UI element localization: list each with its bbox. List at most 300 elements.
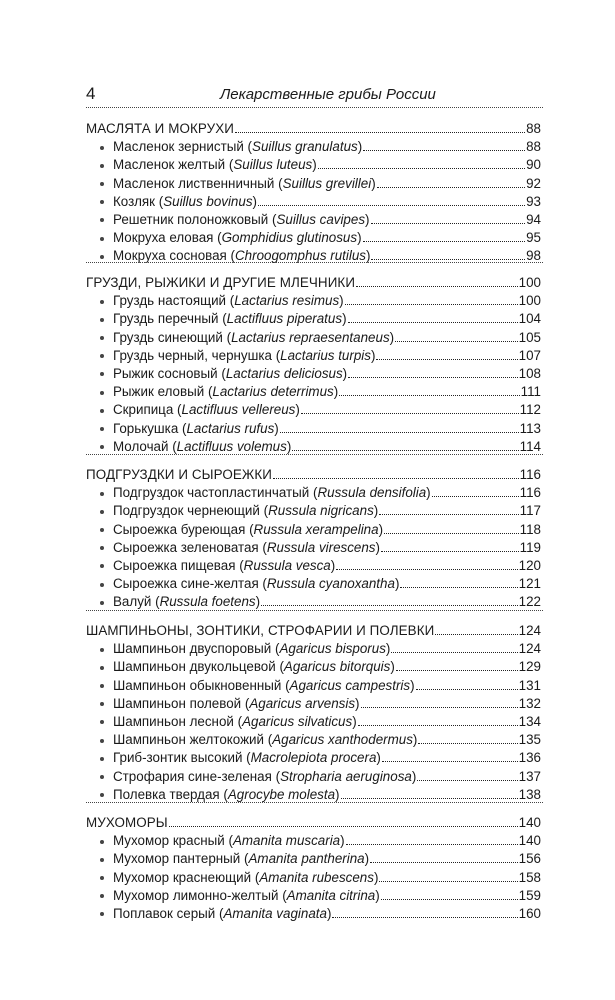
entry-page: 135 [518, 732, 541, 748]
entry-page: 131 [518, 677, 541, 693]
entry-page: 112 [519, 402, 541, 418]
entry-name: Строфария сине-зеленая [113, 768, 272, 784]
entry-name: Шампиньон обыкновенный [113, 677, 282, 693]
entry-close-paren: ) [326, 905, 332, 921]
entry-latin-name: Lactifluus volemus [176, 438, 287, 454]
entry-open-paren: ( [215, 905, 224, 921]
entry-page: 113 [519, 420, 541, 436]
toc-section [86, 814, 541, 923]
entry-close-paren: ) [389, 329, 395, 345]
toc-entry[interactable] [86, 731, 541, 749]
toc-entry[interactable] [86, 292, 541, 310]
entry-page: 100 [518, 293, 541, 309]
entry-open-paren: ( [155, 193, 164, 209]
entry-page: 93 [526, 193, 541, 209]
section-title: ГРУЗДИ, РЫЖИКИ И ДРУГИЕ МЛЕЧНИКИ [86, 275, 356, 290]
entry-close-paren: ) [366, 248, 371, 264]
entry-open-paren: ( [168, 438, 177, 454]
entry-page: 158 [518, 869, 541, 885]
entry-page: 129 [518, 659, 541, 675]
dot-leader [435, 634, 517, 635]
entry-page: 159 [518, 887, 541, 903]
toc-entry[interactable] [86, 593, 541, 611]
entry-page: 117 [519, 503, 541, 519]
entry-open-paren: ( [268, 211, 277, 227]
toc-entry[interactable] [86, 484, 541, 502]
toc-entry[interactable] [86, 310, 541, 328]
section-title: ШАМПИНЬОНЫ, ЗОНТИКИ, СТРОФАРИИ И ПОЛЕВКИ [86, 623, 435, 638]
dot-leader [384, 533, 519, 534]
entry-page: 95 [526, 230, 541, 246]
entry-open-paren: ( [233, 713, 243, 729]
dot-leader [370, 862, 518, 863]
entry-open-paren: ( [251, 869, 260, 885]
section-title: ПОДГРУЗДКИ И СЫРОЕЖКИ [86, 467, 272, 482]
toc-entry[interactable] [86, 420, 541, 438]
bullet-icon [100, 391, 104, 395]
toc-section-heading[interactable] [86, 466, 541, 484]
entry-open-paren: ( [235, 557, 244, 573]
dot-leader [382, 761, 518, 762]
entry-open-paren: ( [271, 641, 280, 657]
toc-entry[interactable] [86, 329, 541, 347]
entry-name: Мокруха сосновая [113, 248, 227, 264]
dot-leader [400, 587, 517, 588]
dot-leader [363, 150, 525, 151]
toc-entry[interactable] [86, 905, 541, 923]
bullet-icon [100, 775, 104, 779]
entry-open-paren: ( [281, 677, 290, 693]
bullet-icon [100, 793, 104, 797]
bullet-icon [100, 757, 104, 761]
dot-leader [301, 413, 519, 414]
entry-open-paren: ( [242, 750, 251, 766]
entry-page: 138 [518, 786, 541, 802]
entry-latin-name: Suillus cavipes [276, 211, 366, 227]
entry-open-paren: ( [258, 576, 267, 592]
entry-latin-name: Lactarius deliciosus [225, 365, 343, 381]
entry-latin-name: Russula vesca [243, 557, 331, 573]
toc-entry[interactable] [86, 640, 541, 658]
entry-latin-name: Suillus granulatus [252, 139, 358, 155]
dot-leader [379, 514, 518, 515]
section-page: 88 [526, 121, 541, 136]
entry-open-paren: ( [274, 175, 283, 191]
bullet-icon [100, 409, 104, 413]
toc-section-heading[interactable] [86, 274, 541, 292]
entry-name: Сыроежка буреющая [113, 521, 246, 537]
entry-latin-name: Chroogomphus rutilus [235, 248, 366, 264]
entry-open-paren: ( [240, 851, 249, 867]
section-title: МУХОМОРЫ [86, 815, 168, 830]
entry-close-paren: ) [274, 420, 279, 436]
dot-leader [376, 359, 517, 360]
entry-close-paren: ) [252, 193, 257, 209]
dot-leader [235, 132, 525, 133]
entry-close-paren: ) [286, 438, 292, 454]
toc-section [86, 120, 541, 266]
toc-entry[interactable] [86, 658, 541, 676]
entry-close-paren: ) [373, 503, 379, 519]
toc-entry[interactable] [86, 502, 541, 520]
entry-open-paren: ( [264, 732, 273, 748]
entry-open-paren: ( [271, 768, 281, 784]
entry-close-paren: ) [378, 521, 384, 537]
entry-name: Шампиньон желтокожий [113, 732, 265, 748]
entry-open-paren: ( [278, 887, 287, 903]
dot-leader [339, 395, 519, 396]
entry-latin-name: Agaricus bitorquis [283, 659, 391, 675]
entry-open-paren: ( [151, 594, 160, 610]
entry-page: 88 [526, 139, 541, 155]
entry-open-paren: ( [213, 230, 222, 246]
dot-leader [391, 652, 517, 653]
section-page: 140 [518, 815, 541, 830]
dot-leader [371, 259, 525, 260]
entry-close-paren: ) [375, 887, 380, 903]
entry-name: Скрипица [113, 402, 174, 418]
entry-name: Шампиньон двукольцевой [113, 659, 276, 675]
entry-latin-name: Lactifluus vellereus [181, 402, 296, 418]
entry-name: Подгруздок частопластинчатый [113, 485, 310, 501]
entry-close-paren: ) [330, 557, 336, 573]
entry-close-paren: ) [342, 365, 348, 381]
bullet-icon [100, 164, 104, 168]
running-title: Лекарственные грибы России [220, 86, 436, 103]
section-title: МАСЛЯТА И МОКРУХИ [86, 121, 234, 136]
entry-page: 90 [526, 157, 541, 173]
toc-entry[interactable] [86, 383, 541, 401]
dot-leader [381, 551, 519, 552]
bullet-icon [100, 739, 104, 743]
entry-page: 121 [518, 576, 541, 592]
entry-page: 156 [518, 851, 541, 867]
toc-entry[interactable] [86, 713, 541, 731]
entry-open-paren: ( [259, 503, 269, 519]
toc-section [86, 466, 541, 612]
entry-latin-name: Lactarius deterrimus [212, 384, 334, 400]
dot-leader [348, 322, 518, 323]
bullet-icon [100, 336, 104, 340]
entry-close-paren: ) [357, 139, 363, 155]
toc-section [86, 274, 541, 456]
entry-open-paren: ( [217, 365, 226, 381]
dot-leader [332, 917, 517, 918]
bullet-icon [100, 720, 104, 724]
bullet-icon [100, 858, 104, 862]
entry-close-paren: ) [357, 230, 362, 246]
entry-page: 137 [518, 768, 541, 784]
entry-latin-name: Macrolepiota procera [250, 750, 377, 766]
toc-entry[interactable] [86, 521, 541, 539]
entry-close-paren: ) [426, 485, 431, 501]
entry-name: Мухомор лимонно-желтый [113, 887, 279, 903]
bullet-icon [100, 702, 104, 706]
entry-latin-name: Lactifluus piperatus [226, 311, 343, 327]
entry-latin-name: Agrocybe molesta [227, 786, 336, 802]
entry-close-paren: ) [335, 786, 340, 802]
entry-open-paren: ( [226, 293, 235, 309]
dot-leader [395, 341, 518, 342]
entry-latin-name: Russula virescens [266, 539, 376, 555]
section-divider [86, 262, 543, 263]
entry-latin-name: Agaricus bisporus [279, 641, 386, 657]
entry-latin-name: Russula densifolia [317, 485, 427, 501]
entry-page: 94 [526, 211, 541, 227]
entry-close-paren: ) [333, 384, 339, 400]
dot-leader [261, 605, 518, 606]
entry-page: 160 [518, 905, 541, 921]
bullet-icon [100, 894, 104, 898]
entry-latin-name: Suillus grevillei [282, 175, 372, 191]
entry-page: 119 [519, 539, 541, 555]
entry-close-paren: ) [342, 311, 347, 327]
dot-leader [416, 689, 518, 690]
toc-entry[interactable] [86, 832, 541, 850]
entry-latin-name: Agaricus campestris [289, 677, 411, 693]
entry-latin-name: Amanita citrina [286, 887, 376, 903]
entry-name: Гриб-зонтик высокий [113, 750, 243, 766]
entry-open-paren: ( [275, 659, 284, 675]
bullet-icon [100, 684, 104, 688]
dot-leader [379, 881, 517, 882]
entry-name: Масленок лиственничный [113, 175, 275, 191]
entry-page: 140 [518, 833, 541, 849]
toc-entry[interactable] [86, 401, 541, 419]
toc-section-heading[interactable] [86, 120, 541, 138]
dot-leader [345, 304, 518, 305]
bullet-icon [100, 300, 104, 304]
section-page: 100 [518, 275, 541, 290]
entry-name: Валуй [113, 594, 152, 610]
header-divider [86, 107, 543, 108]
entry-name: Шампиньон полевой [113, 695, 242, 711]
entry-latin-name: Stropharia aeruginosa [280, 768, 412, 784]
bullet-icon [100, 912, 104, 916]
dot-leader [318, 168, 525, 169]
dot-leader [363, 241, 526, 242]
entry-close-paren: ) [352, 713, 357, 729]
entry-name: Сыроежка пищевая [113, 557, 236, 573]
entry-latin-name: Lactarius resimus [234, 293, 340, 309]
dot-leader [361, 707, 518, 708]
bullet-icon [100, 200, 104, 204]
entry-name: Мухомор краснеющий [113, 869, 252, 885]
toc-entry[interactable] [86, 850, 541, 868]
entry-latin-name: Lactarius repraesentaneus [231, 329, 390, 345]
entry-page: 92 [526, 175, 541, 191]
entry-open-paren: ( [178, 420, 187, 436]
bullet-icon [100, 583, 104, 587]
bullet-icon [100, 840, 104, 844]
dot-leader [341, 798, 518, 799]
toc-section-heading[interactable] [86, 622, 541, 640]
entry-page: 132 [518, 695, 541, 711]
toc-entry[interactable] [86, 695, 541, 713]
dot-leader [273, 478, 519, 479]
entry-latin-name: Suillus bovinus [163, 193, 253, 209]
entry-close-paren: ) [339, 293, 344, 309]
entry-close-paren: ) [375, 539, 380, 555]
entry-name: Масленок желтый [113, 157, 226, 173]
entry-name: Шампиньон двуспоровый [113, 641, 272, 657]
toc-entry[interactable] [86, 193, 541, 211]
section-page: 116 [519, 467, 541, 482]
toc-entry[interactable] [86, 749, 541, 767]
toc-entry[interactable] [86, 347, 541, 365]
section-divider [86, 610, 543, 611]
entry-open-paren: ( [245, 521, 254, 537]
entry-latin-name: Agaricus xanthodermus [272, 732, 413, 748]
entry-page: 108 [518, 365, 541, 381]
entry-latin-name: Lactarius rufus [186, 420, 275, 436]
entry-latin-name: Amanita muscaria [232, 833, 341, 849]
entry-name: Груздь перечный [113, 311, 219, 327]
dot-leader [280, 432, 519, 433]
entry-open-paren: ( [224, 833, 233, 849]
entry-latin-name: Russula foetens [159, 594, 256, 610]
entry-latin-name: Agaricus silvaticus [242, 713, 353, 729]
entry-page: 122 [518, 594, 541, 610]
dot-leader [358, 725, 518, 726]
toc-section-heading[interactable] [86, 814, 541, 832]
bullet-icon [100, 876, 104, 880]
toc-entry[interactable] [86, 768, 541, 786]
entry-name: Мухомор пантерный [113, 851, 241, 867]
entry-name: Рыжик сосновый [113, 365, 218, 381]
entry-latin-name: Gomphidius glutinosus [221, 230, 358, 246]
toc-entry[interactable] [86, 365, 541, 383]
toc-entry[interactable] [86, 575, 541, 593]
bullet-icon [100, 666, 104, 670]
toc-entry[interactable] [86, 229, 541, 247]
entry-latin-name: Lactarius turpis [280, 347, 371, 363]
entry-name: Поплавок серый [113, 905, 216, 921]
dot-leader [356, 286, 518, 287]
bullet-icon [100, 218, 104, 222]
toc-entry[interactable] [86, 138, 541, 156]
entry-close-paren: ) [373, 869, 379, 885]
entry-open-paren: ( [173, 402, 182, 418]
entry-page: 134 [518, 713, 541, 729]
toc-entry[interactable] [86, 539, 541, 557]
entry-page: 124 [518, 641, 541, 657]
entry-latin-name: Russula xerampelina [253, 521, 379, 537]
bullet-icon [100, 546, 104, 550]
bullet-icon [100, 492, 104, 496]
entry-close-paren: ) [255, 594, 261, 610]
entry-latin-name: Amanita rubescens [259, 869, 374, 885]
entry-close-paren: ) [410, 677, 415, 693]
entry-name: Масленок зернистый [113, 139, 244, 155]
entry-close-paren: ) [370, 347, 376, 363]
entry-page: 111 [520, 384, 541, 400]
entry-latin-name: Suillus luteus [233, 157, 313, 173]
bullet-icon [100, 445, 104, 449]
entry-close-paren: ) [412, 732, 418, 748]
section-divider [86, 802, 543, 803]
page-number: 4 [86, 84, 96, 103]
dot-leader [292, 450, 518, 451]
entry-close-paren: ) [295, 402, 300, 418]
dot-leader [258, 205, 525, 206]
bullet-icon [100, 427, 104, 431]
entry-close-paren: ) [312, 157, 317, 173]
entry-open-paren: ( [243, 139, 253, 155]
section-divider [86, 454, 543, 455]
bullet-icon [100, 372, 104, 376]
bullet-icon [100, 510, 104, 514]
entry-open-paren: ( [222, 329, 232, 345]
bullet-icon [100, 564, 104, 568]
entry-close-paren: ) [364, 851, 370, 867]
entry-name: Мокруха еловая [113, 230, 214, 246]
dot-leader [381, 899, 518, 900]
entry-latin-name: Russula nigricans [268, 503, 374, 519]
entry-close-paren: ) [355, 695, 360, 711]
entry-open-paren: ( [219, 786, 228, 802]
dot-leader [348, 377, 518, 378]
entry-close-paren: ) [371, 175, 376, 191]
toc-entry[interactable] [86, 869, 541, 887]
entry-page: 98 [526, 248, 541, 264]
entry-open-paren: ( [241, 695, 250, 711]
entry-page: 114 [519, 438, 541, 454]
toc-entry[interactable] [86, 211, 541, 229]
dot-leader [418, 743, 517, 744]
section-page: 124 [518, 623, 541, 638]
entry-name: Решетник полоножковый [113, 211, 269, 227]
entry-close-paren: ) [340, 833, 345, 849]
dot-leader [377, 187, 525, 188]
entry-name: Сыроежка зеленоватая [113, 539, 259, 555]
bullet-icon [100, 601, 104, 605]
bullet-icon [100, 528, 104, 532]
toc-entry[interactable] [86, 887, 541, 905]
entry-name: Козляк [113, 193, 156, 209]
entry-page: 136 [518, 750, 541, 766]
entry-name: Полевка твердая [113, 786, 220, 802]
bullet-icon [100, 255, 104, 259]
dot-leader [396, 670, 518, 671]
entry-name: Молочай [113, 438, 169, 454]
entry-page: 107 [518, 347, 541, 363]
entry-page: 116 [519, 485, 541, 501]
toc-entry[interactable] [86, 156, 541, 174]
entry-name: Подгруздок чернеющий [113, 503, 260, 519]
toc-entry[interactable] [86, 557, 541, 575]
entry-name: Мухомор красный [113, 833, 225, 849]
entry-latin-name: Amanita pantherina [248, 851, 365, 867]
entry-name: Груздь настоящий [113, 293, 227, 309]
entry-latin-name: Agaricus arvensis [249, 695, 356, 711]
entry-open-paren: ( [271, 347, 281, 363]
entry-open-paren: ( [218, 311, 227, 327]
dot-leader [336, 569, 517, 570]
entry-latin-name: Amanita vaginata [223, 905, 327, 921]
dot-leader [371, 223, 526, 224]
entry-page: 120 [518, 557, 541, 573]
bullet-icon [100, 237, 104, 241]
entry-close-paren: ) [411, 768, 417, 784]
toc-section [86, 622, 541, 804]
toc-entry[interactable] [86, 175, 541, 193]
entry-name: Груздь синеющий [113, 329, 223, 345]
dot-leader [432, 496, 519, 497]
toc-entry[interactable] [86, 677, 541, 695]
entry-close-paren: ) [385, 641, 391, 657]
entry-page: 118 [519, 521, 541, 537]
